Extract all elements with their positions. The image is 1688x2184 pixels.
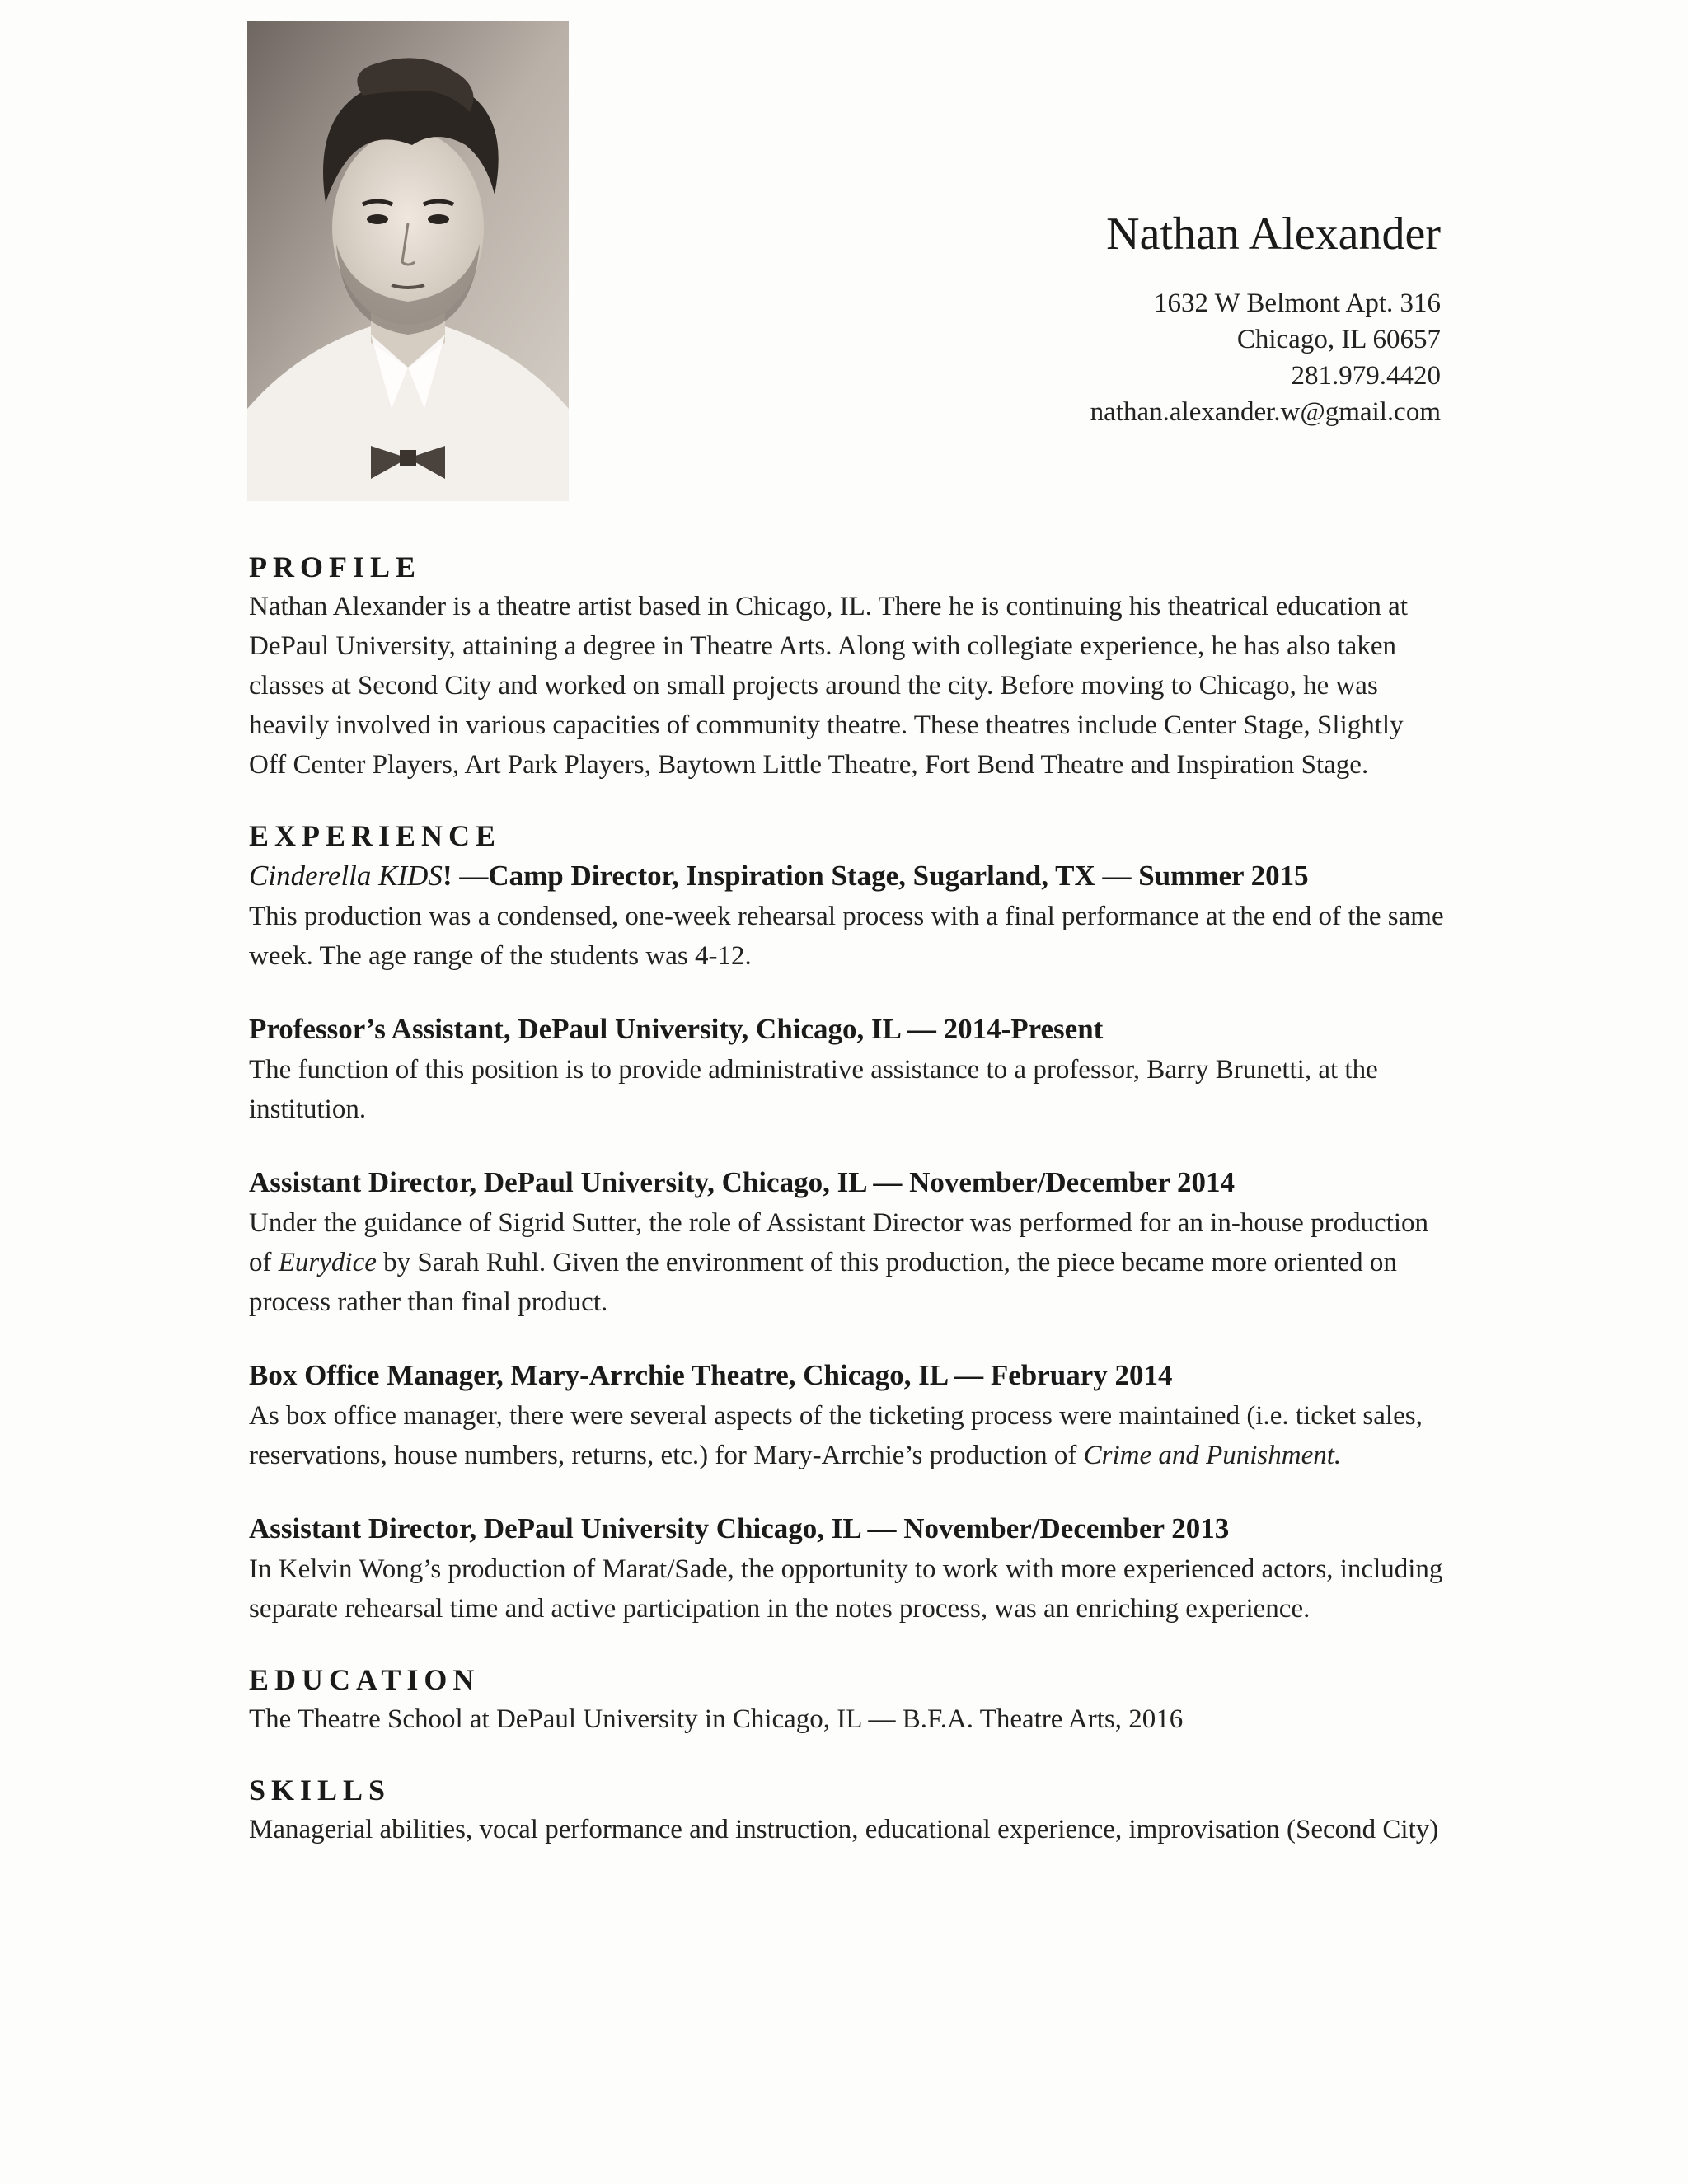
show-title: Cinderella KIDS (249, 860, 443, 892)
experience-entry (249, 855, 1444, 976)
section-title-experience: EXPERIENCE (249, 819, 502, 852)
section-title-skills: SKILLS (249, 1774, 392, 1807)
candidate-name: Nathan Alexander (1106, 209, 1441, 260)
profile-section (249, 547, 1444, 785)
contact-block (699, 285, 1441, 430)
section-title-profile: PROFILE (249, 551, 422, 583)
entry-heading: Professor’s Assistant, DePaul University, Chicago, IL — 2014-Present (249, 1013, 1104, 1045)
experience-entry (249, 1355, 1444, 1475)
skills-section (249, 1770, 1444, 1849)
entry-description: This production was a condensed, one-week rehearsal process with a final performance at the end of the same week. The age range of the students was 4-12. (249, 902, 1444, 971)
entry-description: The function of this position is to provide administrative assistance to a professor, Barry Brunetti, at the institution. (249, 1055, 1378, 1124)
resume-body (249, 547, 1444, 1849)
entry-description: Under the guidance of Sigrid Sutter, the role of Assistant Director was performed for an in-house production of Eurydice by Sarah Ruhl. Given the environment of this production, the piece became more oriented on process rather than final product. (249, 1208, 1429, 1317)
education-text: The Theatre School at DePaul University in Chicago, IL — B.F.A. Theatre Arts, 2016 (249, 1704, 1184, 1734)
entry-description: As box office manager, there were several aspects of the ticketing process were maintained (i.e. ticket sales, reservations, house numbers, returns, etc.) for Mary-Arrchie’s production of Crime and Punishment. (249, 1401, 1423, 1470)
contact-header (699, 203, 1441, 430)
address-line-1: 1632 W Belmont Apt. 316 (1153, 288, 1441, 318)
skills-text: Managerial abilities, vocal performance and instruction, educational experience, improvisation (Second City) (249, 1815, 1439, 1844)
experience-entry (249, 1009, 1444, 1129)
phone-number: 281.979.4420 (1291, 361, 1441, 391)
education-section (249, 1660, 1444, 1739)
email-address: nathan.alexander.w@gmail.com (1090, 397, 1441, 427)
profile-text: Nathan Alexander is a theatre artist based in Chicago, IL. There he is continuing his theatrical education at DePaul University, attaining a degree in Theatre Arts. Along with collegiate experience, he has also taken classes at Second City and worked on small projects around the city. Before moving to Chicago, he was heavily involved in various capacities of community theatre. These theatres include Center Stage, Slightly Off Center Players, Art Park Players, Baytown Little Theatre, Fort Bend Theatre and Inspiration Stage. (249, 592, 1408, 780)
entry-heading: Box Office Manager, Mary-Arrchie Theatre, Chicago, IL — February 2014 (249, 1359, 1173, 1391)
entry-heading: Assistant Director, DePaul University, Chicago, IL — November/December 2014 (249, 1166, 1236, 1198)
entry-heading: Cinderella KIDS! —Camp Director, Inspiration Stage, Sugarland, TX — Summer 2015 (249, 860, 1309, 892)
section-title-education: EDUCATION (249, 1663, 481, 1696)
entry-heading: Assistant Director, DePaul University Chicago, IL — November/December 2013 (249, 1512, 1230, 1544)
portrait-photo (247, 21, 569, 501)
experience-entry (249, 1162, 1444, 1322)
address-line-2: Chicago, IL 60657 (1236, 325, 1441, 354)
experience-section (249, 816, 1444, 1629)
experience-entry (249, 1508, 1444, 1629)
entry-description: In Kelvin Wong’s production of Marat/Sade, the opportunity to work with more experienced actors, including separate rehearsal time and active participation in the notes process, was an enriching experience. (249, 1554, 1443, 1624)
